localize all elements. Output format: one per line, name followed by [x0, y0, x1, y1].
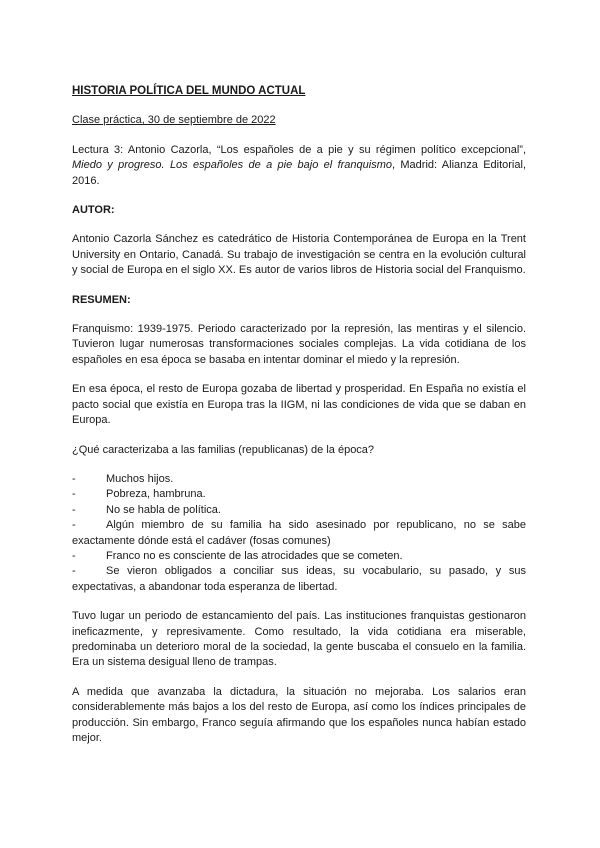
list-item: - No se habla de política.: [72, 503, 526, 518]
reading-suffix: , Madrid: Alianza Editorial, 2016.: [72, 159, 526, 187]
reading-reference: [72, 143, 526, 189]
summary-paragraph-1: Franquismo: 1939-1975. Periodo caracterizado por la represión, las mentiras y el silencio. Tuvieron lugar numerosas transformaciones sociales complejas. La vida cotidiana de los españoles en esa época se basaba en intentar dominar el miedo y la represión.: [72, 323, 526, 366]
author-heading: AUTOR:: [72, 204, 115, 217]
list-marker: -: [72, 472, 76, 485]
list-item: - Franco no es consciente de las atrocidades que se cometen.: [72, 549, 526, 564]
document-body: [72, 84, 526, 760]
summary-paragraph-2: En esa época, el resto de Europa gozaba de libertad y prosperidad. En España no existía el pacto social que existía en Europa tras la IIGM, ni las condiciones de vida que se daban en Europa.: [72, 383, 526, 427]
list-marker: -: [72, 565, 76, 578]
closing-paragraph-2: A medida que avanzaba la dictadura, la situación no mejoraba. Los salarios eran considerablemente más bajos a los del resto de Europa, así como los índices principales de producción. Sin embargo, Franco seguía afirmando que los españoles nunca habían estado mejor.: [72, 685, 526, 744]
list-item: - Pobreza, hambruna.: [72, 487, 526, 502]
author-text: Antonio Cazorla Sánchez es catedrático de Historia Contemporánea de Europa en la Trent University en Ontario, Canadá. Su trabajo de investigación se centra en la evolución cultural y social de Europa en el siglo XX. Es autor de varios libros de Historia social del Franquismo.: [72, 233, 526, 277]
reading-book-title: Miedo y progreso. Los españoles de a pie bajo el franquismo: [72, 159, 392, 172]
reading-prefix: Lectura 3: Antonio Cazorla, “Los españoles de a pie y su régimen político excepcional”,: [72, 143, 526, 156]
list-item: - Muchos hijos.: [72, 472, 526, 487]
list-marker: -: [72, 549, 76, 562]
list-item: - Algún miembro de su familia ha sido asesinado por republicano, no se sabe exactamente dónde está el cadáver (fosas comunes): [72, 519, 526, 547]
summary-heading: RESUMEN:: [72, 293, 131, 306]
closing-paragraph-1: Tuvo lugar un periodo de estancamiento del país. Las instituciones franquistas gestionaron ineficazmente, y represivamente. Como resultado, la vida cotidiana era miserable, predominaba un deterioro moral de la sociedad, la gente buscaba el consuelo en la familia. Era un sistema desigual lleno de trampas.: [72, 610, 526, 669]
family-characteristics-list: [72, 472, 526, 595]
list-marker: -: [72, 519, 76, 532]
list-marker: -: [72, 503, 76, 516]
document-title: HISTORIA POLÍTICA DEL MUNDO ACTUAL: [72, 85, 306, 97]
list-item: - Se vieron obligados a conciliar sus ideas, su vocabulario, su pasado, y sus expectativas, a abandonar toda esperanza de libertad.: [72, 565, 526, 593]
list-marker: -: [72, 488, 76, 501]
summary-question: ¿Qué caracterizaba a las familias (republicanas) de la época?: [72, 443, 375, 456]
document-subtitle: Clase práctica, 30 de septiembre de 2022: [72, 114, 276, 127]
